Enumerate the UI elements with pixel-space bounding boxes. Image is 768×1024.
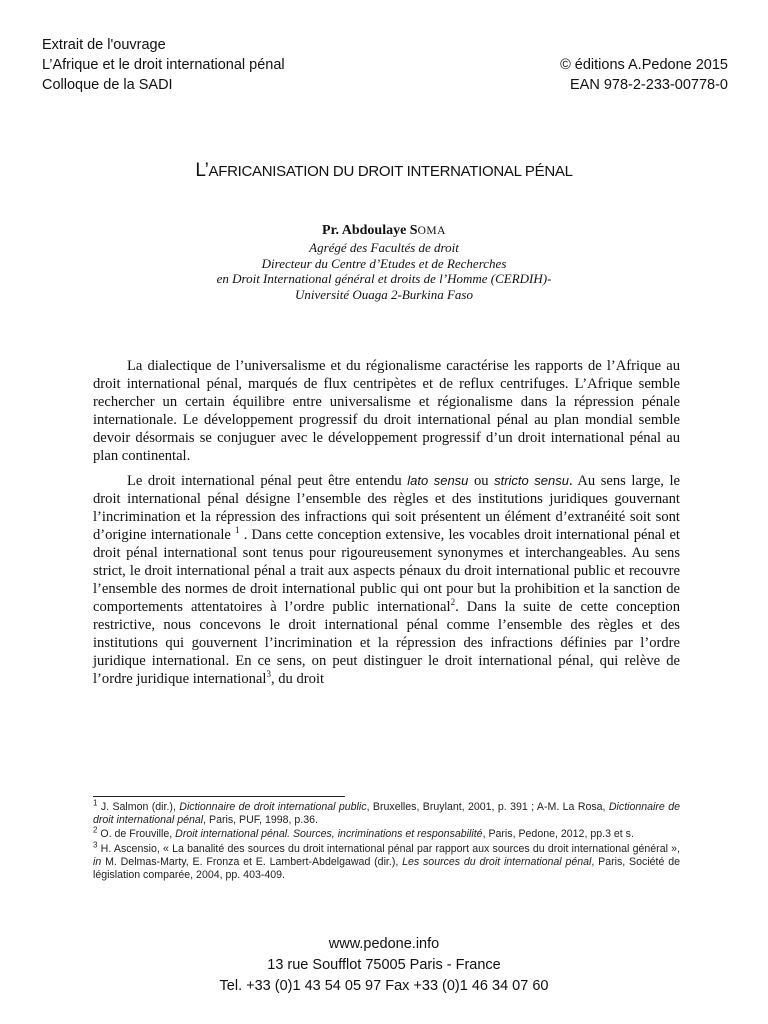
p2-text-d: . Dans cette conception extensive, les vocables droit international pénal et droit pénal international sont tenus pour rigoureusement synonymes et interchangeables. Au sens strict, le droit international pénal a trait aux aspects pénaux du droit international public et recouvre l’ensemble des normes de droit international public qui ont pour but la prohibition et la sanction de comportements attentatoires à l’ordre public international: [93, 527, 680, 615]
footer-address: 13 rue Soufflot 75005 Paris - France: [267, 957, 501, 973]
footnote-1: [93, 798, 680, 827]
p2-text-a: Le droit international pénal peut être entendu: [127, 473, 408, 489]
header-extract-label: Extrait de l'ouvrage: [42, 37, 166, 53]
footnote-2-italic: Droit international pénal. Sources, incriminations et responsabilité: [175, 828, 483, 841]
footnote-ref-1[interactable]: 1: [235, 525, 240, 536]
page-header: [42, 35, 728, 95]
footnote-3-num: 3: [93, 840, 98, 850]
author-affiliation-1: Agrégé des Facultés de droit: [309, 240, 459, 255]
footer-website-link[interactable]: www.pedone.info: [328, 936, 440, 952]
footnote-1-a: J. Salmon (dir.),: [97, 801, 180, 813]
p2-text-f: , du droit: [270, 671, 325, 687]
p2-text-e: . Dans la suite de cette conception restrictive, nous concevons le droit international pénal comme l’ensemble des règles et des institutions qui gouvernent l’incrimination et la répression des infractions définies par l’ordre juridique international. En ce sens, on peut distinguer le droit international pénal, qui relève de l’ordre juridique international: [93, 599, 680, 687]
footnote-ref-2[interactable]: 2: [450, 597, 456, 608]
chapter-title: [0, 160, 768, 182]
author-block: [0, 222, 768, 302]
body-text: [93, 357, 680, 695]
footnote-3-b: M. Delmas-Marty, E. Fronza et E. Lambert-Abdelgawad (dir.),: [101, 855, 403, 868]
footnote-1-italic-2: Dictionnaire de droit international pénal: [93, 801, 680, 827]
footnote-2-b: , Paris, Pedone, 2012, pp.3 et s.: [482, 828, 634, 841]
chapter-title-rest: AFRICANISATION DU DROIT INTERNATIONAL PÉNAL: [208, 163, 573, 180]
paragraph-2: [93, 472, 680, 688]
footnote-3-c: , Paris, Société de législation comparée, 2004, pp. 403-409.: [93, 855, 680, 882]
footnotes: [93, 798, 680, 883]
p2-stricto-sensu: stricto sensu: [494, 473, 569, 488]
footnote-2: [93, 825, 680, 841]
footnote-3: [93, 840, 680, 883]
footnote-1-italic: Dictionnaire de droit international public: [179, 801, 367, 813]
p2-text-b: ou: [468, 473, 495, 489]
footnote-3-italic-2: Les sources du droit international pénal: [402, 855, 592, 868]
paragraph-1: La dialectique de l’universalisme et du régionalisme caractérise les rapports de l’Afrique au droit international pénal, marqués de flux centripètes et de reflux centrifuges. L’Afrique semble rechercher un certain équilibre entre universalisme et régionalisme dans la répression pénale internationale. Le développement progressif du droit international pénal au plan mondial semble devoir désormais se conjuguer avec le développement progressif d’un droit international pénal au plan continental.: [93, 358, 680, 464]
header-ean: EAN 978-2-233-00778-0: [570, 77, 728, 93]
author-name-smallcaps: OMA: [417, 225, 446, 237]
footnote-3-italic: in: [93, 855, 102, 868]
footer-phone-fax: Tel. +33 (0)1 43 54 05 97 Fax +33 (0)1 46 34 07 60: [219, 978, 549, 994]
author-affiliation-2: Directeur du Centre d’Etudes et de Recherches: [261, 255, 507, 271]
header-copyright: © éditions A.Pedone 2015: [560, 57, 728, 73]
author-affiliation-4: Université Ouaga 2-Burkina Faso: [294, 286, 473, 302]
header-colloquium: Colloque de la SADI: [42, 77, 173, 93]
header-book-title: L’Afrique et le droit international pénal: [42, 57, 285, 73]
footnote-ref-3[interactable]: 3: [266, 669, 271, 680]
p2-text-c: . Au sens large, le droit international pénal désigne l’ensemble des règles et des institutions juridiques gouvernant l’incrimination et la répression des infractions qui soit présentent un élément d’extranéité soit sont d’origine internationale: [93, 473, 681, 543]
footnote-divider: [93, 796, 345, 797]
footnote-3-a: H. Ascensio, « La banalité des sources du droit international pénal par rapport aux sources du droit international général »,: [97, 842, 680, 855]
footnote-1-c: , Paris, PUF, 1998, p.36.: [203, 814, 318, 827]
page-footer: [0, 934, 768, 997]
chapter-title-initial: L’: [195, 160, 209, 181]
footnote-1-num: 1: [93, 798, 98, 808]
author-affiliation-3: en Droit International général et droits de l’Homme (CERDIH)-: [216, 271, 552, 286]
p2-lato-sensu: lato sensu: [407, 473, 469, 488]
footnote-1-b: , Bruxelles, Bruylant, 2001, p. 391 ; A-M. La Rosa,: [366, 801, 609, 813]
author-name-prefix: Pr. Abdoulaye S: [322, 223, 418, 238]
footnote-2-a: O. de Frouville,: [97, 828, 176, 841]
footnote-2-num: 2: [93, 825, 98, 835]
author-name: [0, 222, 768, 240]
